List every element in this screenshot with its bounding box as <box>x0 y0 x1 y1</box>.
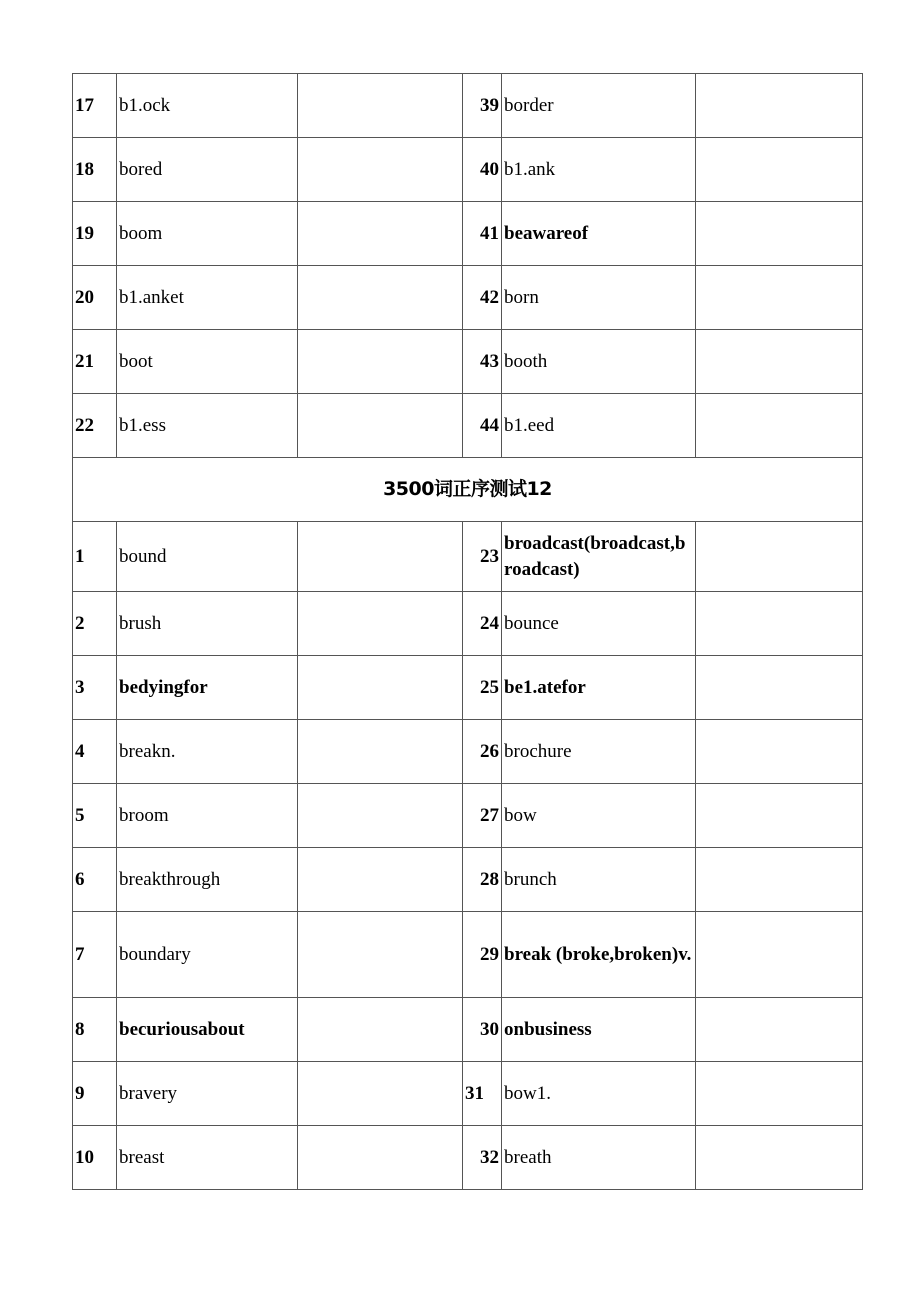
item-number: 31 <box>463 1062 502 1126</box>
table-row <box>73 522 863 592</box>
item-number: 32 <box>463 1126 502 1190</box>
answer-cell[interactable] <box>696 1062 863 1126</box>
answer-cell[interactable] <box>696 656 863 720</box>
word-cell: bored <box>117 138 298 202</box>
answer-cell[interactable] <box>298 74 463 138</box>
word-cell: bravery <box>117 1062 298 1126</box>
answer-cell[interactable] <box>298 330 463 394</box>
vocab-test-table <box>72 73 863 1190</box>
item-number: 22 <box>73 394 117 458</box>
table-row <box>73 784 863 848</box>
table-row <box>73 848 863 912</box>
item-number: 25 <box>463 656 502 720</box>
section-title-row <box>73 458 863 522</box>
item-number: 3 <box>73 656 117 720</box>
word-cell: bow <box>502 784 696 848</box>
word-cell: border <box>502 74 696 138</box>
word-cell: brush <box>117 592 298 656</box>
answer-cell[interactable] <box>696 202 863 266</box>
answer-cell[interactable] <box>298 656 463 720</box>
table-row <box>73 266 863 330</box>
table-row <box>73 1126 863 1190</box>
word-cell: breath <box>502 1126 696 1190</box>
answer-cell[interactable] <box>298 720 463 784</box>
word-cell: broadcast(broadcast,broadcast) <box>502 522 696 592</box>
answer-cell[interactable] <box>298 784 463 848</box>
item-number: 6 <box>73 848 117 912</box>
item-number: 30 <box>463 998 502 1062</box>
item-number: 20 <box>73 266 117 330</box>
answer-cell[interactable] <box>298 998 463 1062</box>
item-number: 19 <box>73 202 117 266</box>
answer-cell[interactable] <box>696 394 863 458</box>
answer-cell[interactable] <box>696 138 863 202</box>
answer-cell[interactable] <box>696 784 863 848</box>
answer-cell[interactable] <box>298 848 463 912</box>
item-number: 1 <box>73 522 117 592</box>
item-number: 27 <box>463 784 502 848</box>
word-cell: boundary <box>117 912 298 998</box>
answer-cell[interactable] <box>696 848 863 912</box>
table-row <box>73 138 863 202</box>
word-cell: beawareof <box>502 202 696 266</box>
item-number: 18 <box>73 138 117 202</box>
answer-cell[interactable] <box>696 592 863 656</box>
table-row <box>73 202 863 266</box>
word-cell: breakn. <box>117 720 298 784</box>
table-row <box>73 656 863 720</box>
answer-cell[interactable] <box>696 330 863 394</box>
word-cell: break (broke,broken)v. <box>502 912 696 998</box>
item-number: 26 <box>463 720 502 784</box>
table-row <box>73 998 863 1062</box>
item-number: 17 <box>73 74 117 138</box>
answer-cell[interactable] <box>298 522 463 592</box>
table-row <box>73 394 863 458</box>
word-cell: bow1. <box>502 1062 696 1126</box>
word-cell: bounce <box>502 592 696 656</box>
word-cell: breast <box>117 1126 298 1190</box>
item-number: 44 <box>463 394 502 458</box>
word-cell: b1.eed <box>502 394 696 458</box>
item-number: 7 <box>73 912 117 998</box>
item-number: 42 <box>463 266 502 330</box>
table-row <box>73 1062 863 1126</box>
word-cell: booth <box>502 330 696 394</box>
item-number: 9 <box>73 1062 117 1126</box>
item-number: 41 <box>463 202 502 266</box>
word-cell: becuriousabout <box>117 998 298 1062</box>
word-cell: breakthrough <box>117 848 298 912</box>
word-cell: b1.ock <box>117 74 298 138</box>
word-cell: bedyingfor <box>117 656 298 720</box>
answer-cell[interactable] <box>298 394 463 458</box>
word-cell: brochure <box>502 720 696 784</box>
answer-cell[interactable] <box>696 998 863 1062</box>
answer-cell[interactable] <box>696 720 863 784</box>
item-number: 21 <box>73 330 117 394</box>
word-cell: be1.atefor <box>502 656 696 720</box>
answer-cell[interactable] <box>298 1126 463 1190</box>
item-number: 28 <box>463 848 502 912</box>
answer-cell[interactable] <box>696 266 863 330</box>
word-cell: brunch <box>502 848 696 912</box>
item-number: 23 <box>463 522 502 592</box>
word-cell: boot <box>117 330 298 394</box>
word-cell: bound <box>117 522 298 592</box>
item-number: 39 <box>463 74 502 138</box>
answer-cell[interactable] <box>298 1062 463 1126</box>
item-number: 24 <box>463 592 502 656</box>
word-cell: born <box>502 266 696 330</box>
table-row <box>73 592 863 656</box>
item-number: 2 <box>73 592 117 656</box>
word-cell: b1.anket <box>117 266 298 330</box>
section-title: 3500词正序测试12 <box>73 458 863 522</box>
table-row <box>73 912 863 998</box>
answer-cell[interactable] <box>696 74 863 138</box>
item-number: 29 <box>463 912 502 998</box>
answer-cell[interactable] <box>696 522 863 592</box>
table-row <box>73 720 863 784</box>
item-number: 5 <box>73 784 117 848</box>
word-cell: boom <box>117 202 298 266</box>
item-number: 8 <box>73 998 117 1062</box>
word-cell: b1.ess <box>117 394 298 458</box>
word-cell: onbusiness <box>502 998 696 1062</box>
item-number: 40 <box>463 138 502 202</box>
word-cell: broom <box>117 784 298 848</box>
table-row <box>73 330 863 394</box>
answer-cell[interactable] <box>298 912 463 998</box>
word-cell: b1.ank <box>502 138 696 202</box>
answer-cell[interactable] <box>298 138 463 202</box>
answer-cell[interactable] <box>298 592 463 656</box>
answer-cell[interactable] <box>298 266 463 330</box>
table-row <box>73 74 863 138</box>
answer-cell[interactable] <box>298 202 463 266</box>
answer-cell[interactable] <box>696 1126 863 1190</box>
answer-cell[interactable] <box>696 912 863 998</box>
item-number: 10 <box>73 1126 117 1190</box>
item-number: 4 <box>73 720 117 784</box>
item-number: 43 <box>463 330 502 394</box>
